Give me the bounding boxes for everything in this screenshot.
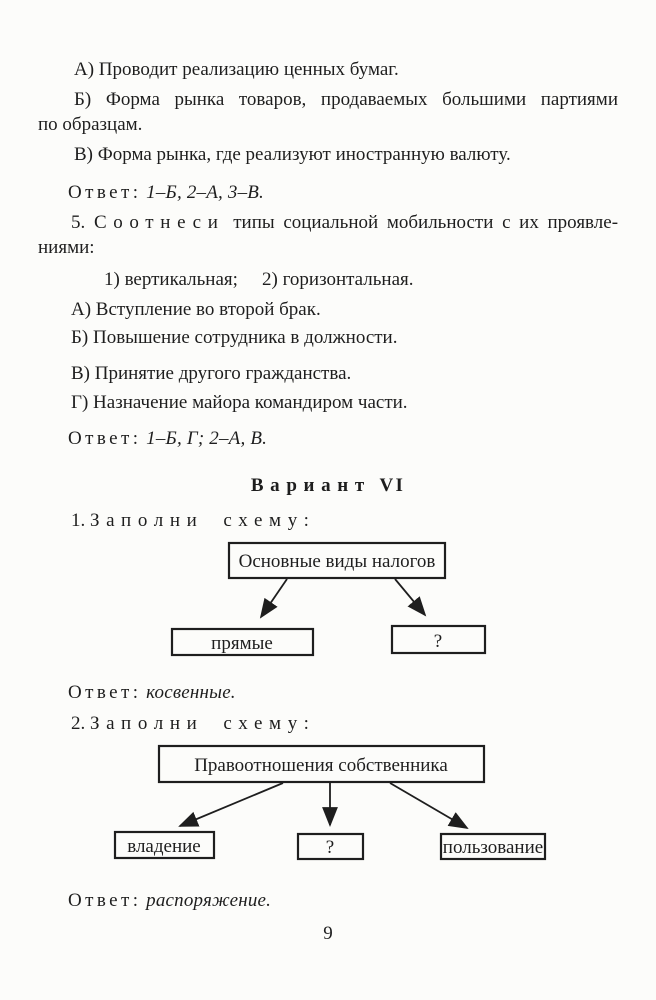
variant-heading	[38, 473, 618, 498]
answer-label: Ответ:	[68, 182, 142, 203]
q5-verb: Соотнеси	[93, 212, 225, 233]
node-right-label: пользование	[442, 837, 544, 858]
q4-option-b-line1: Б) Форма рынка товаров, продаваемых большими партиями	[74, 89, 618, 110]
task1-prompt	[38, 508, 618, 533]
q5-item-1: 1) вертикальная;	[104, 269, 238, 290]
arrow-right	[390, 783, 467, 828]
node-root-label: Правоотношения собственника	[194, 755, 448, 776]
arrow-left	[180, 783, 283, 826]
q4-option-b	[38, 87, 618, 137]
q4-option-a: А) Проводит реализацию ценных бумаг.	[74, 59, 399, 80]
diagram-ownership	[0, 736, 656, 866]
answer-label: Ответ:	[68, 428, 142, 449]
q5-number: 5.	[71, 212, 86, 233]
node-left-label: владение	[127, 836, 201, 857]
task1-prompt-text: Заполни схему:	[90, 510, 316, 531]
task1-number: 1.	[71, 510, 86, 531]
q4-option-b-line2: по образцам.	[38, 114, 143, 135]
arrow-left	[261, 579, 287, 617]
answer-value: 1–Б, 2–А, 3–В.	[146, 182, 265, 203]
task1-answer-line	[38, 680, 618, 705]
page-number: 9	[323, 923, 333, 944]
task2-number: 2.	[71, 713, 86, 734]
task2-answer-line	[38, 888, 618, 913]
q5-answer-line	[38, 426, 618, 451]
q5-items	[38, 267, 618, 292]
answer-value: распоряжение.	[146, 890, 272, 911]
q5-option-g: Г) Назначение майора командиром части.	[71, 392, 408, 413]
q5-prompt-rest: типы социальной мобильности с их проявле-	[233, 212, 619, 233]
q5-option-a: А) Вступление во второй брак.	[71, 299, 321, 320]
variant-heading-numeral: VI	[379, 475, 406, 496]
task2-prompt	[38, 711, 618, 736]
q5-item-2: 2) горизонтальная.	[262, 269, 414, 290]
node-root-label: Основные виды налогов	[238, 551, 436, 572]
q4-option-v: В) Форма рынка, где реализуют иностранную валюту.	[74, 144, 511, 165]
answer-value: косвенные.	[146, 682, 236, 703]
q4-answer-line	[38, 180, 618, 205]
q5-prompt	[38, 210, 618, 260]
node-middle-label: ?	[325, 837, 335, 858]
variant-heading-word: Вариант	[250, 475, 371, 496]
node-left-label: прямые	[211, 633, 273, 654]
task2-prompt-text: Заполни схему:	[90, 713, 316, 734]
diagram-taxes	[0, 533, 656, 663]
answer-value: 1–Б, Г; 2–А, В.	[146, 428, 268, 449]
answer-label: Ответ:	[68, 890, 142, 911]
q5-prompt-line2: ниями:	[38, 237, 95, 258]
q5-option-v: В) Принятие другого гражданства.	[71, 363, 352, 384]
q5-option-b: Б) Повышение сотрудника в должности.	[71, 327, 398, 348]
node-right-label: ?	[433, 631, 443, 652]
q5-prompt-line1	[38, 210, 618, 235]
arrow-right	[395, 579, 425, 615]
answer-label: Ответ:	[68, 682, 142, 703]
